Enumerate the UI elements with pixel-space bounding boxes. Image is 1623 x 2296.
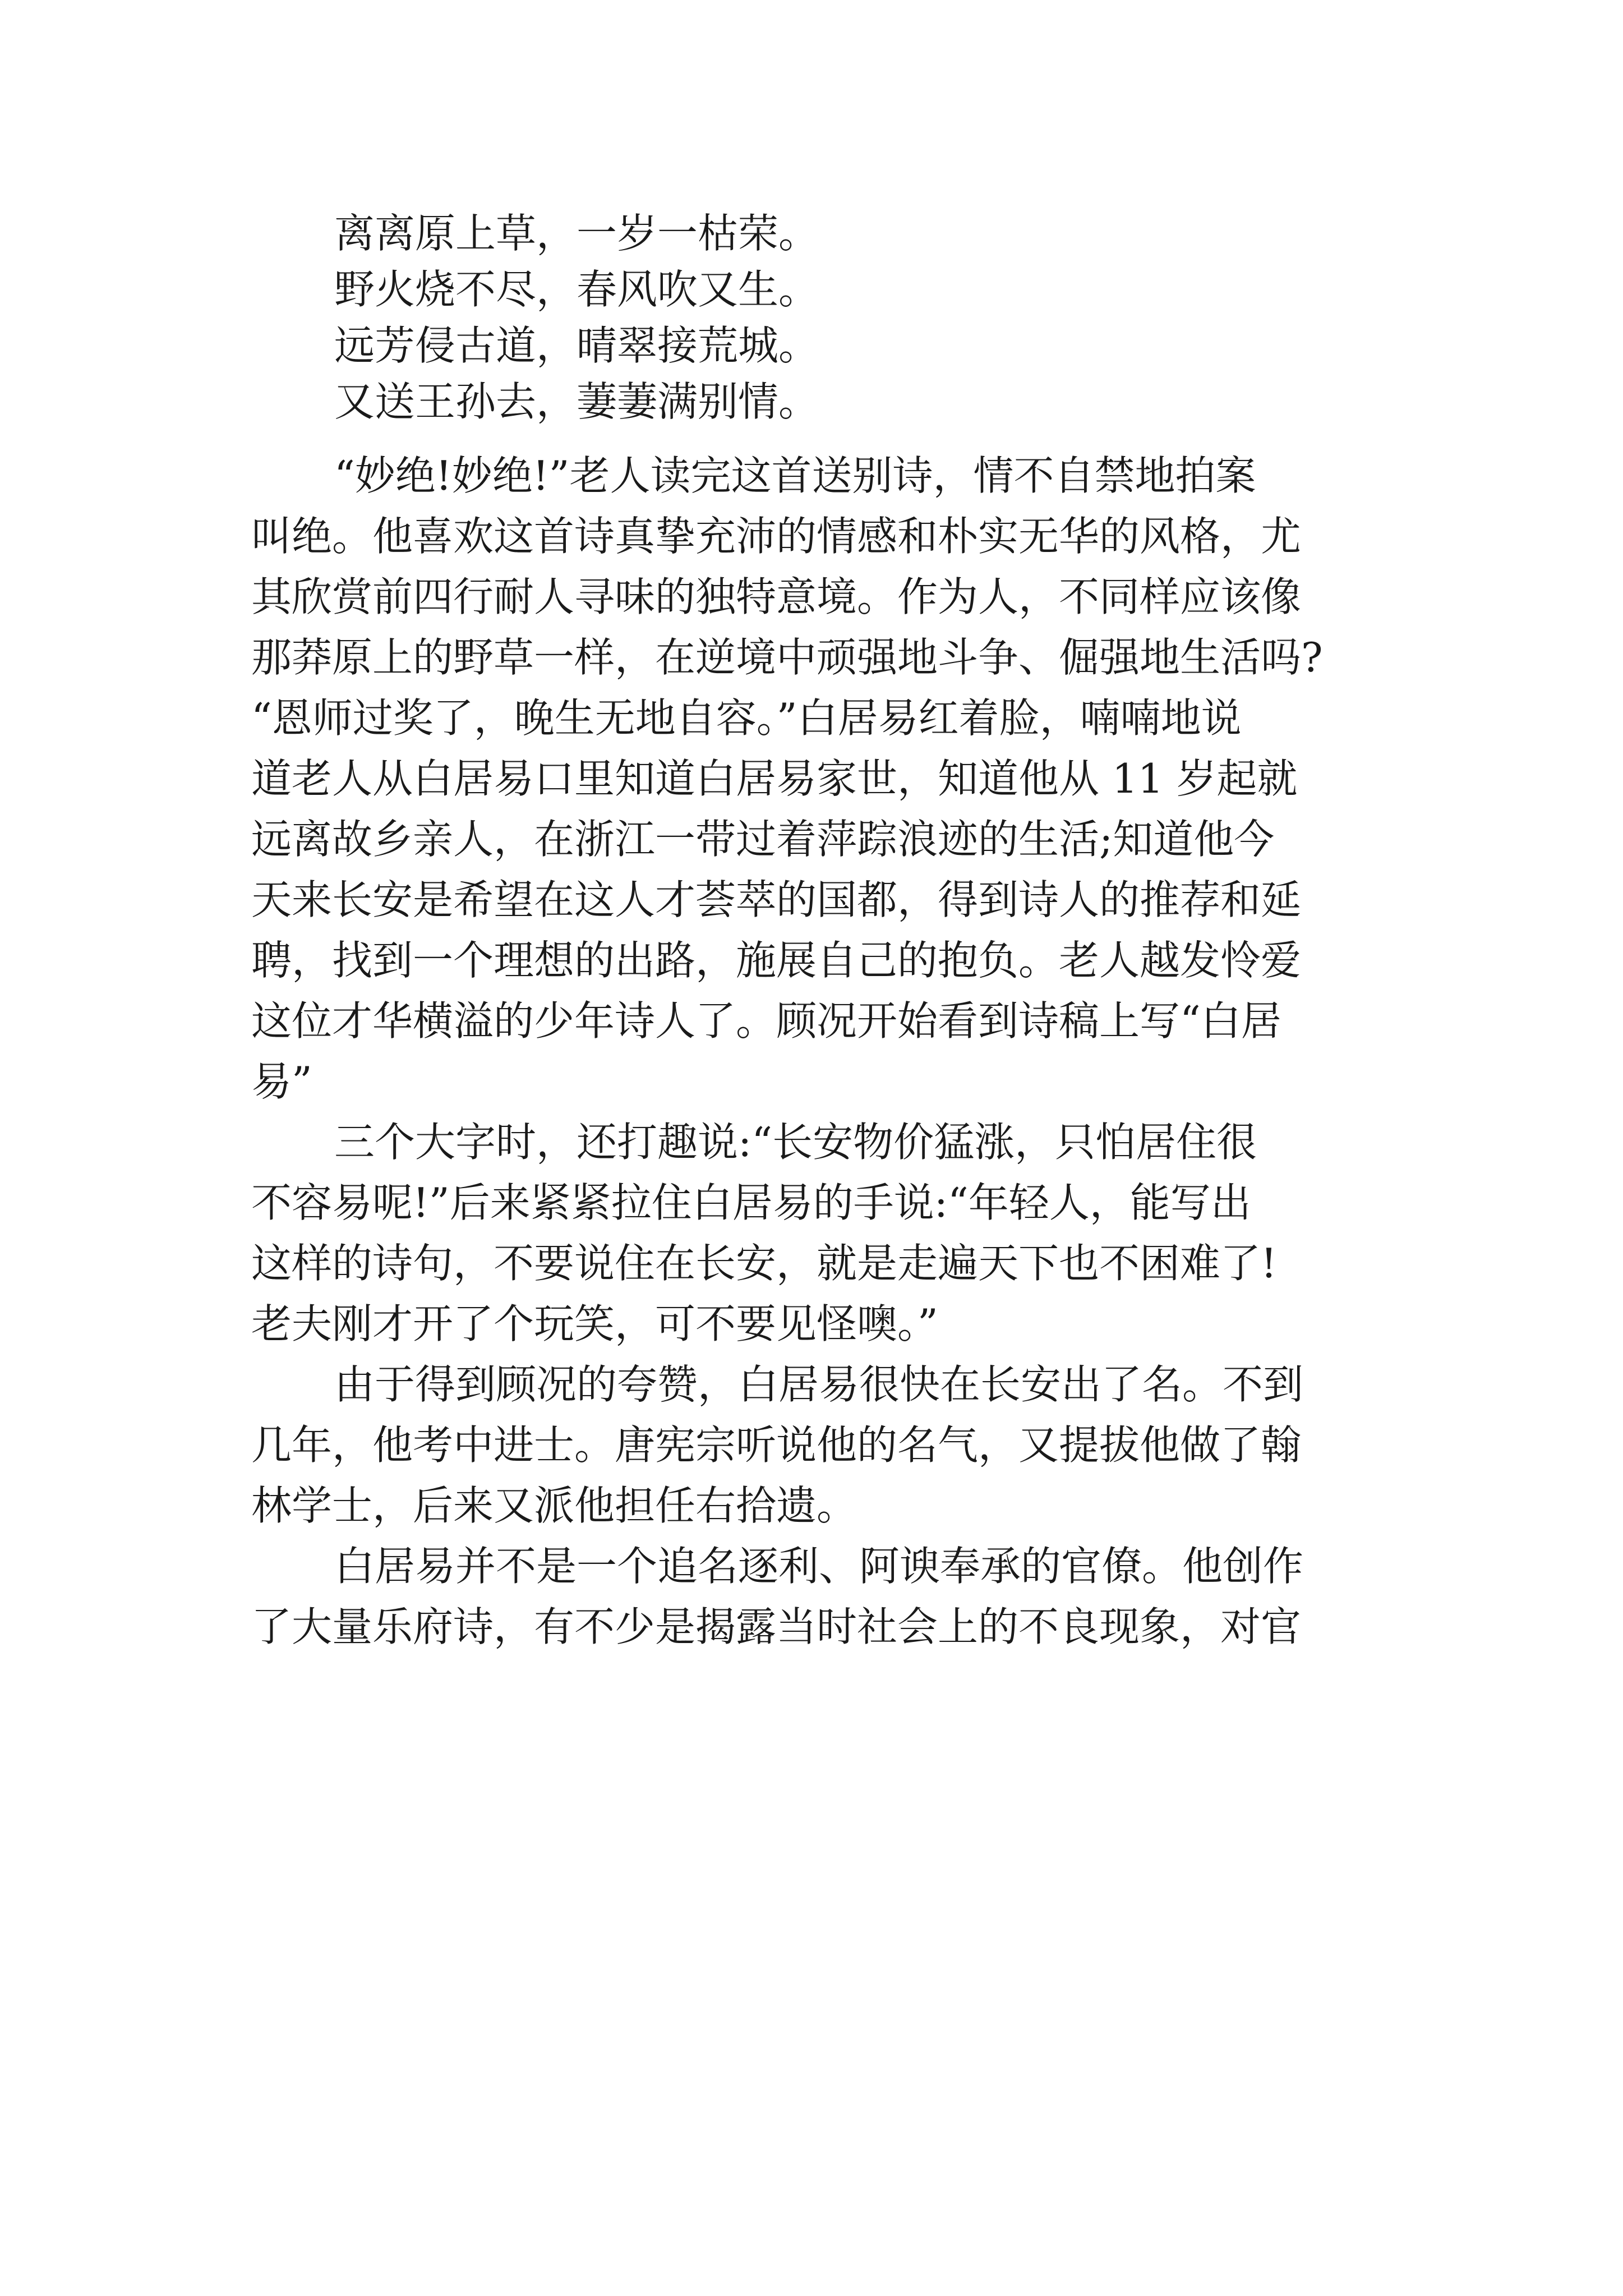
text-line: 这样的诗句，不要说住在长安，就是走遍天下也不困难了! <box>251 1240 1277 1287</box>
text-line: “恩师过奖了，晚生无地自容。”白居易红着脸，喃喃地说 <box>251 694 1242 742</box>
text-line: 几年，他考中进士。唐宪宗听说他的名气，又提拔他做了翰 <box>251 1421 1302 1469</box>
text-line: 这位才华横溢的少年诗人了。顾况开始看到诗稿上写“白居 <box>251 997 1281 1045</box>
paragraph-2 <box>251 1112 1384 1354</box>
text-line: 易” <box>251 1058 312 1105</box>
text-line: 了大量乐府诗，有不少是揭露当时社会上的不良现象，对官 <box>251 1603 1302 1650</box>
text-line: 白居易并不是一个追名逐利、阿谀奉承的官僚。他创作 <box>334 1543 1304 1590</box>
text-line: 道老人从白居易口里知道白居易家世，知道他从 11 岁起就 <box>251 755 1298 802</box>
text-line: 天来长安是希望在这人才荟萃的国都，得到诗人的推荐和延 <box>251 876 1302 923</box>
paragraph-4 <box>251 1536 1384 1657</box>
poem-line: 又送王孙去，萋萋满别情。 <box>334 378 819 425</box>
text-line: “妙绝!妙绝!”老人读完这首送别诗，情不自禁地拍案 <box>334 452 1256 499</box>
poem-line: 野火烧不尽，春风吹又生。 <box>334 266 819 313</box>
poem <box>251 210 1384 438</box>
poem-line: 远芳侵古道，晴翠接荒城。 <box>334 322 819 369</box>
text-line: 其欣赏前四行耐人寻味的独特意境。作为人，不同样应该像 <box>251 573 1302 620</box>
paragraph-3 <box>251 1354 1384 1536</box>
text-line: 那莽原上的野草一样，在逆境中顽强地斗争、倔强地生活吗? <box>251 634 1323 681</box>
text-line: 由于得到顾况的夸赞，白居易很快在长安出了名。不到 <box>334 1361 1304 1408</box>
text-line: 三个大字时，还打趣说:“长安物价猛涨，只怕居住很 <box>334 1119 1257 1166</box>
text-line: 林学士，后来又派他担任右拾遗。 <box>251 1482 857 1529</box>
text-line: 不容易呢!”后来紧紧拉住白居易的手说:“年轻人，能写出 <box>251 1179 1251 1226</box>
paragraph-1 <box>251 445 1384 1112</box>
text-line: 老夫刚才开了个玩笑，可不要见怪噢。” <box>251 1300 938 1347</box>
text-line: 远离故乡亲人，在浙江一带过着萍踪浪迹的生活;知道他今 <box>251 816 1275 863</box>
document-page <box>251 210 1384 1657</box>
text-line: 叫绝。他喜欢这首诗真挚充沛的情感和朴实无华的风格，尤 <box>251 513 1302 560</box>
poem-line: 离离原上草，一岁一枯荣。 <box>334 210 819 257</box>
text-line: 聘，找到一个理想的出路，施展自己的抱负。老人越发怜爱 <box>251 937 1302 984</box>
